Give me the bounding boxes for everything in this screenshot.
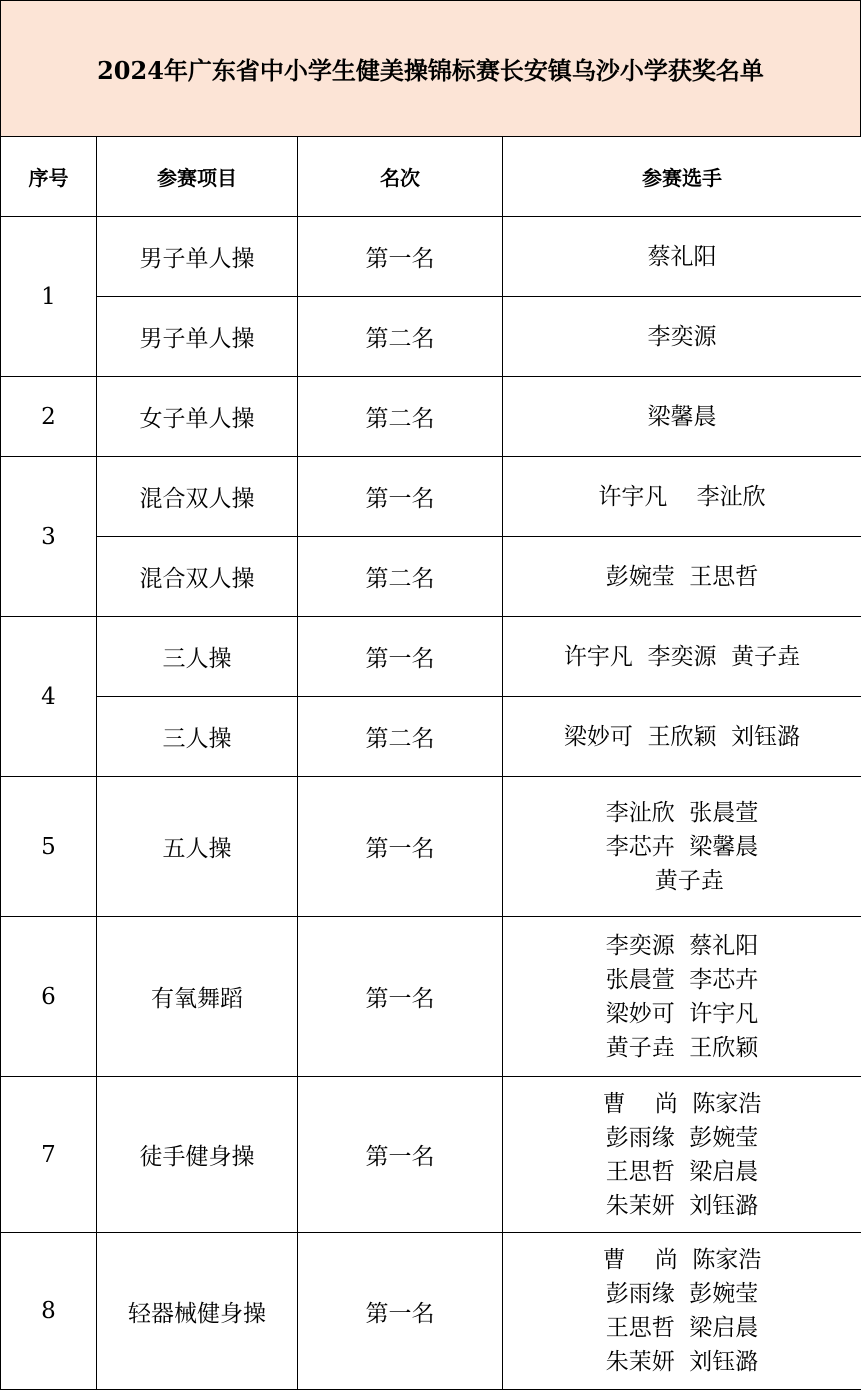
player-line: 许宇凡 李奕源 黄子垚	[563, 643, 801, 670]
player-line: 黄子垚 王欣颖	[605, 1034, 759, 1061]
event-cell: 混合双人操	[97, 537, 298, 617]
event-cell: 徒手健身操	[97, 1077, 298, 1233]
player-line: 曹 尚 陈家浩	[602, 1247, 762, 1273]
player-line: 彭雨缘 彭婉莹	[605, 1281, 759, 1307]
players-cell	[503, 537, 861, 617]
event-cell: 男子单人操	[97, 297, 298, 377]
player-line: 梁馨晨	[647, 403, 717, 430]
rank-cell: 第二名	[298, 297, 503, 377]
table-row	[1, 217, 861, 297]
rank-cell: 第一名	[298, 777, 503, 917]
player-line: 王思哲 梁启晨	[605, 1158, 759, 1185]
document-title: 2024年广东省中小学生健美操锦标赛长安镇乌沙小学获奖名单	[0, 0, 861, 137]
players-cell	[503, 1233, 861, 1390]
player-line: 朱茉妍 刘钰潞	[605, 1349, 759, 1375]
event-cell: 有氧舞蹈	[97, 917, 298, 1077]
table-row	[1, 377, 861, 457]
table-row	[1, 1233, 861, 1390]
event-cell: 三人操	[97, 697, 298, 777]
player-line: 蔡礼阳	[647, 243, 717, 270]
rank-cell: 第一名	[298, 1233, 503, 1390]
rank-cell: 第一名	[298, 457, 503, 537]
players-cell	[503, 917, 861, 1077]
table-header-row	[1, 137, 861, 217]
table-row	[1, 297, 861, 377]
player-line: 黄子垚	[640, 867, 724, 894]
player-line: 许宇凡 李沚欣	[598, 483, 766, 510]
table-row	[1, 617, 861, 697]
player-line: 梁妙可 王欣颖 刘钰潞	[563, 723, 801, 750]
column-header-number: 序号	[1, 137, 97, 217]
group-number: 4	[1, 617, 97, 777]
player-line: 曹 尚 陈家浩	[602, 1090, 762, 1117]
event-cell: 男子单人操	[97, 217, 298, 297]
column-header-rank: 名次	[298, 137, 503, 217]
players-cell	[503, 297, 861, 377]
player-line: 朱茉妍 刘钰潞	[605, 1192, 759, 1219]
players-cell	[503, 617, 861, 697]
group-number: 1	[1, 217, 97, 377]
group-number: 5	[1, 777, 97, 917]
table-row	[1, 697, 861, 777]
rank-cell: 第二名	[298, 377, 503, 457]
table-row	[1, 537, 861, 617]
group-number: 6	[1, 917, 97, 1077]
player-line: 李奕源 蔡礼阳	[605, 932, 759, 959]
rank-cell: 第二名	[298, 537, 503, 617]
rank-cell: 第一名	[298, 1077, 503, 1233]
player-line: 李沚欣 张晨萱	[605, 799, 759, 826]
players-cell	[503, 697, 861, 777]
players-cell	[503, 1077, 861, 1233]
awards-table-body	[1, 217, 861, 1390]
player-line: 张晨萱 李芯卉	[605, 966, 759, 993]
player-line: 彭婉莹 王思哲	[605, 563, 759, 590]
column-header-players: 参赛选手	[503, 137, 861, 217]
table-row	[1, 457, 861, 537]
rank-cell: 第一名	[298, 217, 503, 297]
rank-cell: 第一名	[298, 617, 503, 697]
event-cell: 五人操	[97, 777, 298, 917]
player-line: 梁妙可 许宇凡	[605, 1000, 759, 1027]
column-header-event: 参赛项目	[97, 137, 298, 217]
event-cell: 混合双人操	[97, 457, 298, 537]
players-cell	[503, 777, 861, 917]
player-line: 李奕源	[647, 323, 717, 350]
rank-cell: 第一名	[298, 917, 503, 1077]
group-number: 8	[1, 1233, 97, 1390]
event-cell: 三人操	[97, 617, 298, 697]
player-line: 彭雨缘 彭婉莹	[605, 1124, 759, 1151]
event-cell: 女子单人操	[97, 377, 298, 457]
event-cell: 轻器械健身操	[97, 1233, 298, 1390]
table-row	[1, 777, 861, 917]
table-row	[1, 917, 861, 1077]
player-line: 李芯卉 梁馨晨	[605, 833, 759, 860]
players-cell	[503, 217, 861, 297]
rank-cell: 第二名	[298, 697, 503, 777]
awards-table	[0, 136, 861, 1390]
group-number: 3	[1, 457, 97, 617]
player-line: 王思哲 梁启晨	[605, 1315, 759, 1341]
group-number: 2	[1, 377, 97, 457]
table-row	[1, 1077, 861, 1233]
players-cell	[503, 457, 861, 537]
players-cell	[503, 377, 861, 457]
group-number: 7	[1, 1077, 97, 1233]
